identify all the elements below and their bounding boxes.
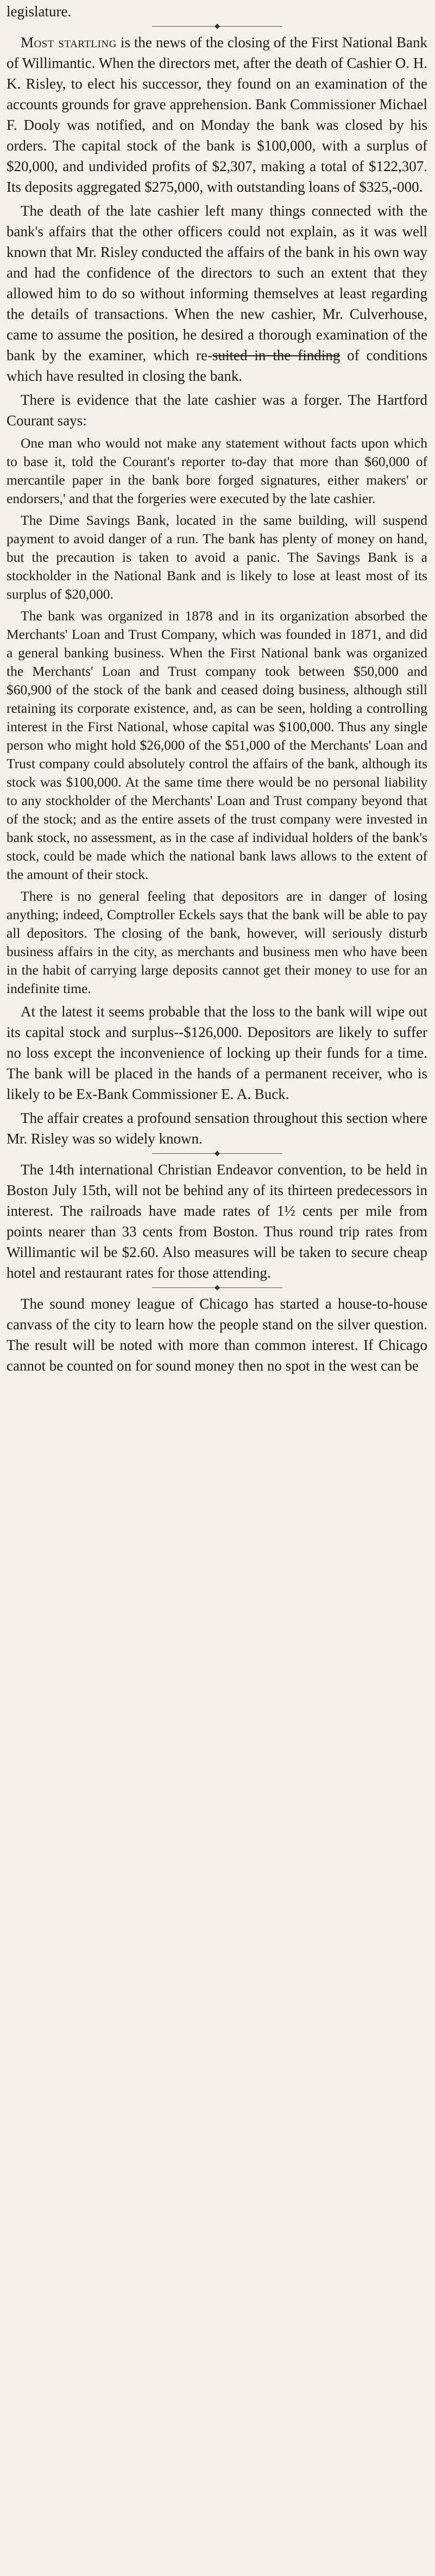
divider-ornament — [215, 24, 220, 29]
bank-closing-paragraph-1 — [7, 32, 427, 197]
section-divider — [152, 1153, 282, 1154]
bank-closing-paragraph-7: There is no general feeling that depositors are in danger of losing anything; indeed, Comptroller Eckels says that the bank will be able to pay all depositors. The closing of the bank, however, will seriously disturb business affairs in the city, as merchants and business men who have been in the habit of carrying large deposits cannot get their money to use for an indefinite time. — [7, 888, 427, 996]
bank-closing-paragraph-8: At the latest it seems probable that the loss to the bank will wipe out its capital stock and surplus--$126,000. Depositors are likely to suffer no loss except the inconvenience of locking up their funds for a time. The bank will be placed in the hands of a permanent receiver, who is likely to be Ex-Bank Commissioner E. A. Buck. — [7, 1003, 427, 1102]
bank-closing-paragraph-6: The bank was organized in 1878 and in its organization absorbed the Merchants' Loan and Trust Company, which was founded in 1871, and did a general banking business. When the First National bank was organized the Merchants' Loan and Trust company took between $50,000 and $60,900 of the stock of the bank and ceased doing business, although still retaining its corporate existence, and, as can be seen, holding a controlling interest in the First National, whose capital was $100,000. Thus any single person who might hold $26,000 of the $51,000 of the Merchants' Loan and Trust company could absolutely control the affairs of the bank, although its stock was $100,000. At the same time there would be no personal liability to any stockholder of the Merchants' Loan and Trust company beyond that of the stock; and as the entire assets of the trust company were invested in bank stock, no assessment, as in the case af individual holders of the bank's stock, could be made which the national bank laws allows to the extent of the amount of their stock. — [7, 608, 427, 882]
paragraph-opening-words: Most startling — [21, 34, 117, 51]
courant-quotation: One man who would not make any statement without facts upon which to base it, told the Courant's reporter to-day that more than $60,000 of mercantile paper in the bank bore forged signatures, either makers' or endorsers,' and that the forgeries were executed by the late cashier. — [7, 435, 427, 506]
struck-through-text: suited in the finding — [212, 347, 341, 363]
section-divider — [152, 1287, 282, 1288]
bank-closing-paragraph-9: The affair creates a profound sensation throughout this section where Mr. Risley was so widely known. — [7, 1110, 427, 1147]
continued-fragment: legislature. — [7, 3, 72, 20]
sound-money-paragraph: The sound money league of Chicago has started a house-to-house canvass of the city to learn how the people stand on the silver question. The result will be noted with more than common interest. If Chicago cannot be counted on for sound money then no spot in the west can be — [7, 1296, 427, 1374]
bank-closing-paragraph-3: There is evidence that the late cashier was a forger. The Hartford Courant says: — [7, 392, 427, 429]
bank-closing-paragraph-2 — [7, 200, 427, 386]
section-divider — [152, 26, 282, 27]
bank-closing-paragraph-5: The Dime Savings Bank, located in the same building, will suspend payment to avoid danger of a run. The bank has plenty of money on hand, but the precaution is taken to avoid a panic. The Savings Bank is a stockholder in the National Bank and is likely to lose at least most of its surplus of $20,000. — [7, 512, 427, 602]
paragraph-text-end: of conditions which have resulted in closing the bank. — [7, 347, 427, 384]
divider-ornament — [215, 1285, 220, 1291]
paragraph-text: The death of the late cashier left many things connected with the bank's affairs that the other officers could not explain, as it was well known that Mr. Risley conducted the affairs of the bank in his own way and had the confidence of the directors to such an extent that they allowed him to do so without informing themselves at least regarding the details of transactions. When the new cashier, Mr. Culverhouse, came to assume the position, he desired a thorough examination of the bank by the examiner, which re- — [7, 203, 427, 363]
divider-ornament — [215, 1151, 220, 1157]
paragraph-text: is the news of the closing of the First National Bank of Willimantic. When the directors met, after the death of Cashier O. H. K. Risley, to elect his successor, they found on an examination of the accounts grounds for grave apprehension. Bank Commissioner Michael F. Dooly was notified, and on Monday the bank was closed by his orders. The capital stock of the bank is $100,000, with a surplus of $20,000, and undivided profits of $2,307, making a total of $122,307. Its deposits aggregated $275,000, with outstanding loans of $325,-000. — [7, 34, 427, 195]
endeavor-convention-paragraph: The 14th international Christian Endeavor convention, to be held in Boston July 15th, will not be behind any of its thirteen predecessors in interest. The railroads have made rates of 1½ cents per mile from points nearer than 33 cents from Boston. Thus round trip rates from Willimantic wil be $2.60. Also measures will be taken to secure cheap hotel and restaurant rates for those attending. — [7, 1161, 427, 1281]
